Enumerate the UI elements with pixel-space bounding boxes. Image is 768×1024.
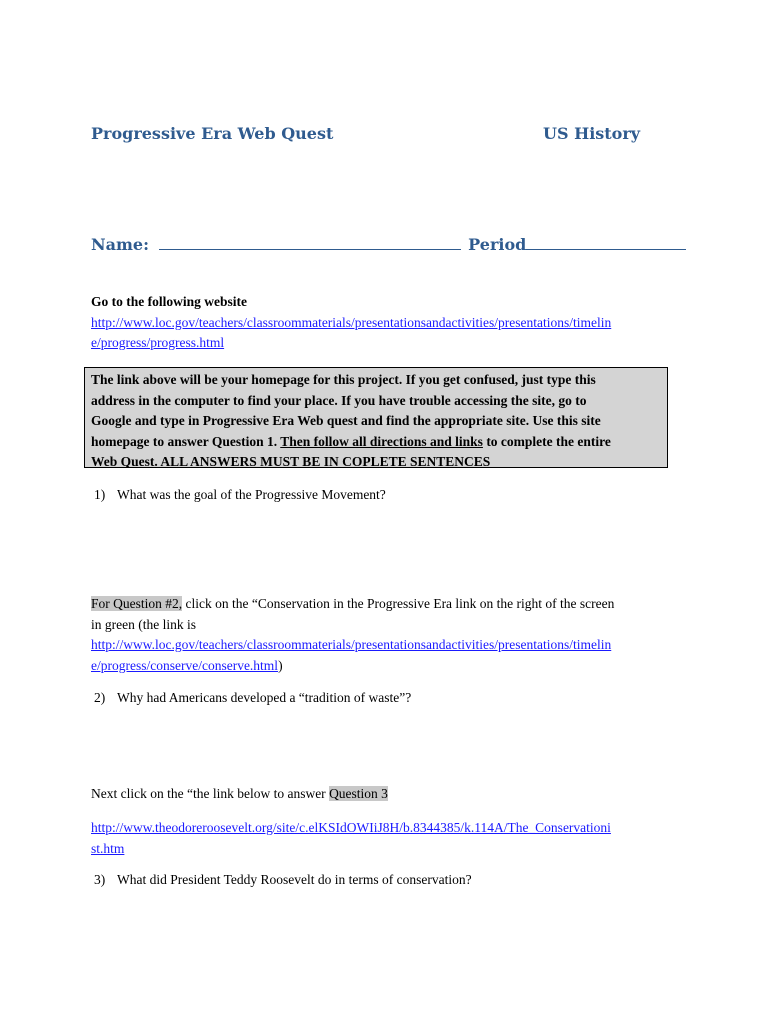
conservation-link[interactable]: http://www.loc.gov/teachers/classroommaterials/presentationsandactivities/presentations/timelin e/progress/conserve/conserve.html	[91, 637, 612, 673]
document-title: Progressive Era Web Quest	[91, 124, 334, 143]
name-blank[interactable]	[159, 235, 461, 250]
q3-highlight: Question 3	[329, 786, 388, 801]
subject-label: US History	[543, 124, 641, 143]
name-period-row	[91, 235, 688, 254]
roosevelt-link[interactable]: http://www.theodoreroosevelt.org/site/c.elKSIdOWIiJ8H/b.8344385/k.114A/The_Conservationi st.htm	[91, 820, 611, 856]
period-blank[interactable]	[526, 235, 686, 250]
notice-line: address in the computer to find your place. If you have trouble accessing the site, go to	[91, 392, 587, 408]
answers-requirement: ALL ANSWERS MUST BE IN COPLETE SENTENCES	[160, 454, 491, 469]
homepage-link[interactable]: http://www.loc.gov/teachers/classroommaterials/presentationsandactivities/presentations/timelin e/progress/progress.html	[91, 314, 612, 350]
q2-instructions: For Question #2, click on the “Conservation in the Progressive Era link on the right of the screen in green (the link is http://www.loc.gov/teachers/classroommaterials/presentationsandactivities/presentations/timelin e/progress/conserve/conserve.html)	[91, 596, 615, 673]
question-2: 2) Why had Americans developed a “tradition of waste”?	[94, 690, 412, 705]
intro-block	[91, 292, 681, 354]
q2-highlight: For Question #2,	[91, 596, 183, 611]
name-label: Name:	[91, 235, 150, 254]
directions-underlined: Then follow all directions and links	[280, 433, 483, 449]
question-1: 1) What was the goal of the Progressive Movement?	[94, 487, 386, 502]
instructions-box	[84, 367, 668, 468]
notice-line: homepage to answer Question 1. Then follow all directions and links to complete the entire	[91, 433, 611, 449]
notice-line: Google and type in Progressive Era Web quest and find the appropriate site. Use this site	[91, 413, 601, 428]
intro-label: Go to the following website	[91, 294, 247, 309]
notice-line: The link above will be your homepage for this project. If you get confused, just type this	[91, 372, 596, 387]
q3-instructions: Next click on the “the link below to answer Question 3	[91, 786, 388, 801]
q3-link-block	[91, 818, 681, 859]
period-label: Period	[468, 235, 527, 254]
notice-line: Web Quest. ALL ANSWERS MUST BE IN COPLETE SENTENCES	[91, 454, 491, 469]
question-3: 3) What did President Teddy Roosevelt do in terms of conservation?	[94, 872, 472, 887]
